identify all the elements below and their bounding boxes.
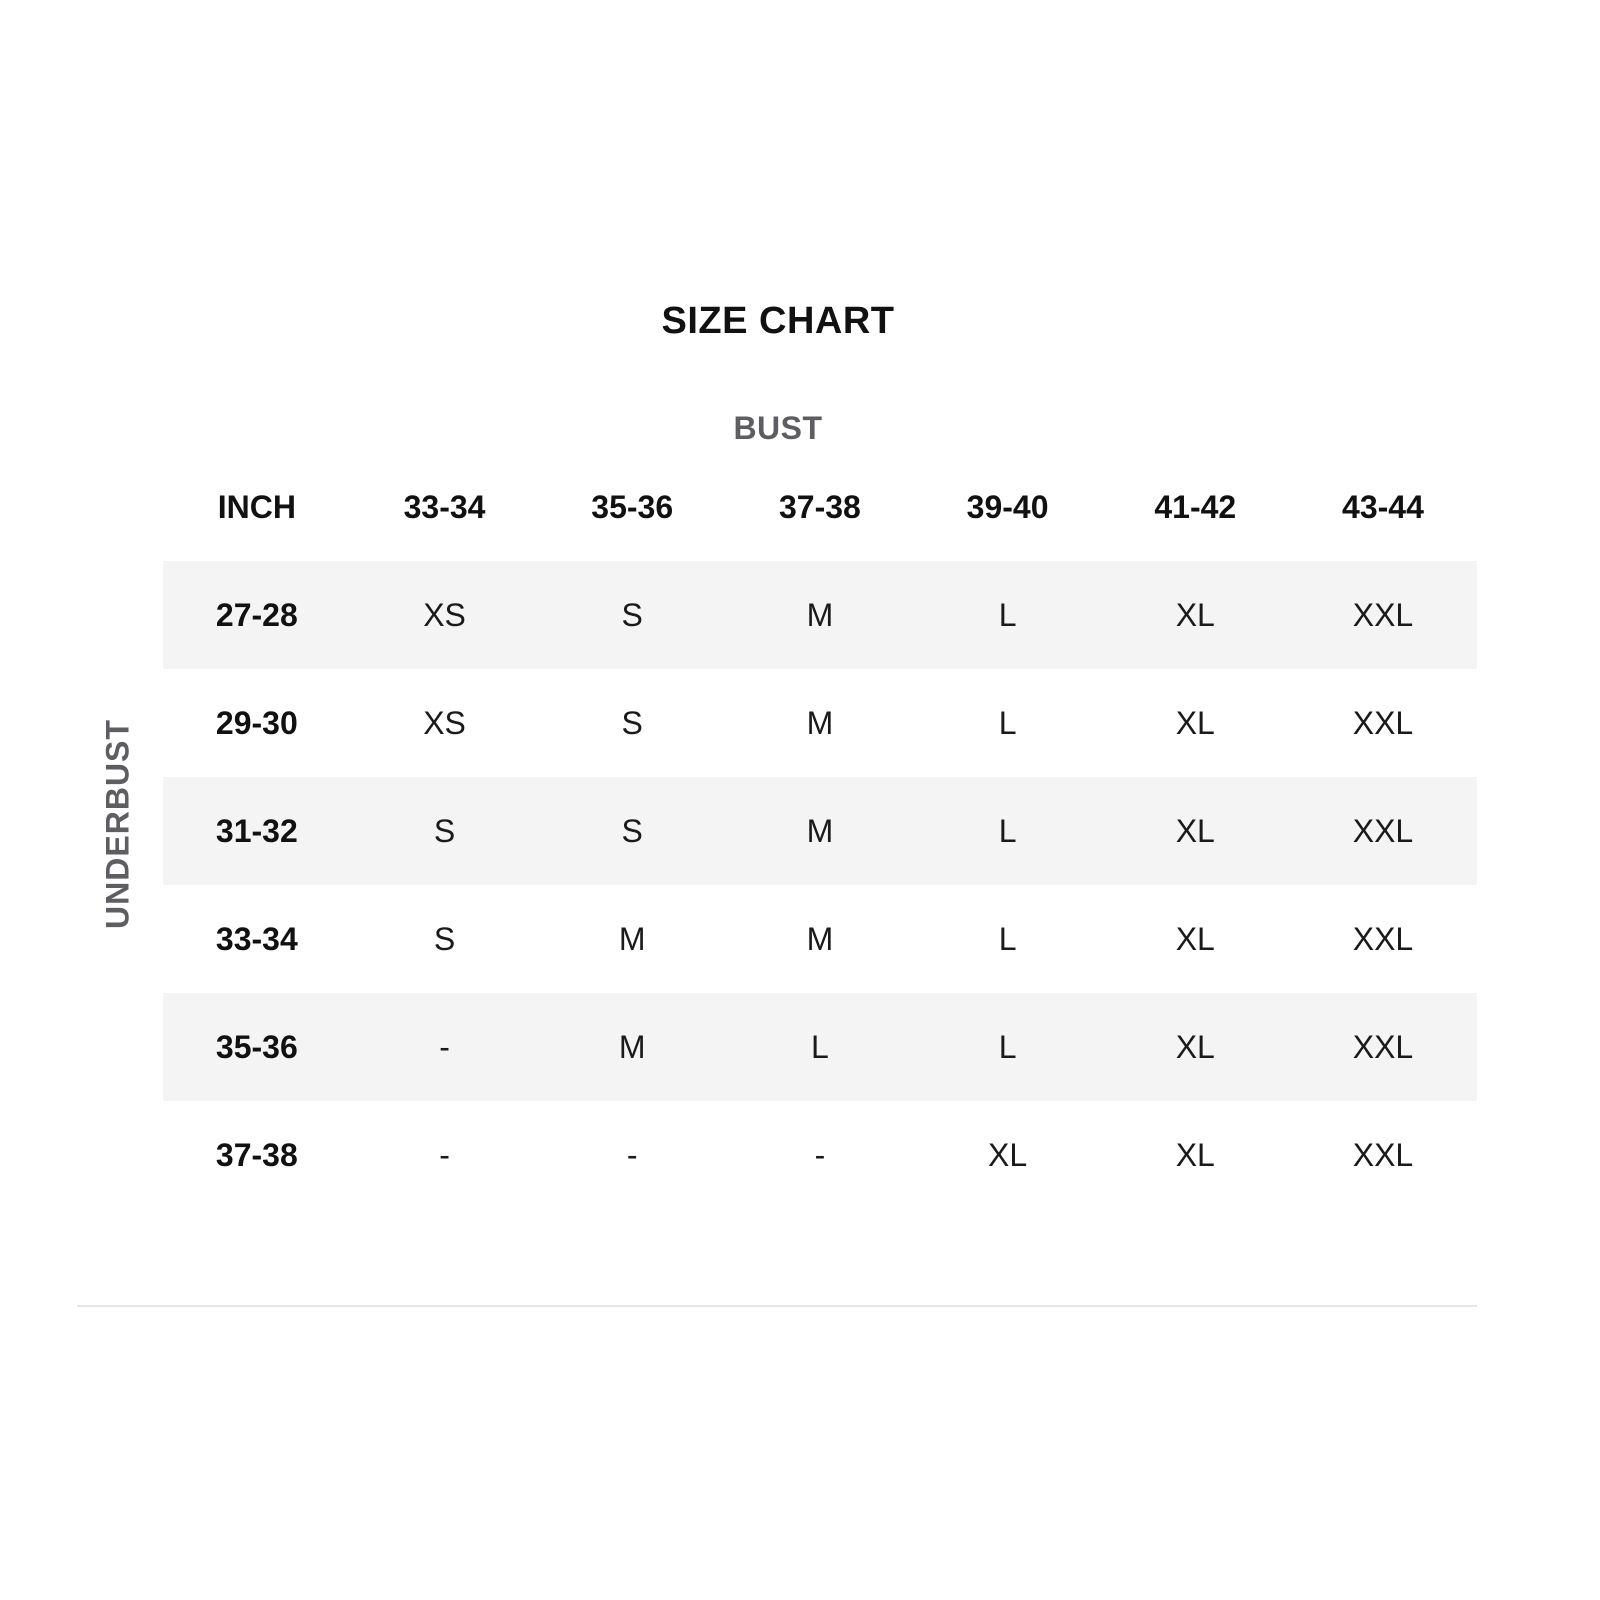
size-cell: L	[998, 1028, 1017, 1065]
row-label-underbust: 33-34	[215, 920, 298, 957]
size-cell: M	[806, 704, 834, 741]
header-cell-bust: 33-34	[403, 488, 486, 525]
size-cell: L	[998, 704, 1017, 741]
size-chart-table	[163, 453, 1477, 1209]
size-cell: M	[806, 812, 834, 849]
table-row	[163, 993, 1477, 1101]
row-label-underbust: 29-30	[215, 704, 298, 741]
table-row	[163, 1101, 1477, 1209]
header-cell-bust: 35-36	[591, 488, 674, 525]
row-label-underbust: 27-28	[215, 596, 298, 633]
table-header-row	[163, 453, 1477, 561]
divider-line	[77, 1305, 1477, 1307]
size-cell: S	[433, 920, 456, 957]
size-cell: XL	[1175, 1136, 1215, 1173]
size-cell: XXL	[1352, 1028, 1414, 1065]
header-cell-bust: 39-40	[966, 488, 1049, 525]
size-cell: XL	[1175, 704, 1215, 741]
size-cell: M	[806, 596, 834, 633]
row-label-underbust: 37-38	[215, 1136, 298, 1173]
size-cell: XL	[1175, 1028, 1215, 1065]
table-row	[163, 885, 1477, 993]
underbust-axis-label: UNDERBUST	[99, 719, 136, 929]
bust-axis-label: BUST	[733, 410, 823, 446]
table-row	[163, 669, 1477, 777]
table-row	[163, 561, 1477, 669]
size-cell: L	[998, 920, 1017, 957]
header-cell-bust: 41-42	[1154, 488, 1237, 525]
size-cell: -	[439, 1136, 450, 1173]
size-cell: -	[439, 1028, 450, 1065]
size-cell: XXL	[1352, 1136, 1414, 1173]
size-cell: -	[626, 1136, 638, 1173]
size-cell: -	[814, 1136, 826, 1173]
size-cell: XXL	[1352, 812, 1414, 849]
size-cell: M	[806, 920, 834, 957]
size-cell: XL	[1175, 920, 1215, 957]
size-cell: L	[998, 812, 1017, 849]
size-cell: L	[998, 596, 1017, 633]
header-cell-bust: 37-38	[778, 488, 861, 525]
size-cell: S	[621, 596, 643, 633]
header-cell-inch: INCH	[217, 488, 296, 525]
size-cell: L	[811, 1028, 829, 1065]
row-label-underbust: 35-36	[215, 1028, 298, 1065]
row-label-underbust: 31-32	[215, 812, 298, 849]
header-cell-bust: 43-44	[1342, 488, 1424, 525]
size-cell: S	[433, 812, 456, 849]
size-cell: XXL	[1352, 920, 1414, 957]
page-title: SIZE CHART	[661, 300, 895, 342]
size-cell: S	[621, 704, 643, 741]
size-cell: XS	[423, 596, 466, 633]
size-cell: XS	[423, 704, 466, 741]
size-cell: S	[621, 812, 643, 849]
size-cell: XL	[988, 1136, 1028, 1173]
size-cell: M	[618, 920, 646, 957]
table-row	[163, 777, 1477, 885]
size-cell: M	[618, 1028, 646, 1065]
size-cell: XL	[1175, 596, 1215, 633]
size-cell: XXL	[1352, 596, 1414, 633]
size-cell: XL	[1175, 812, 1215, 849]
size-cell: XXL	[1352, 704, 1414, 741]
